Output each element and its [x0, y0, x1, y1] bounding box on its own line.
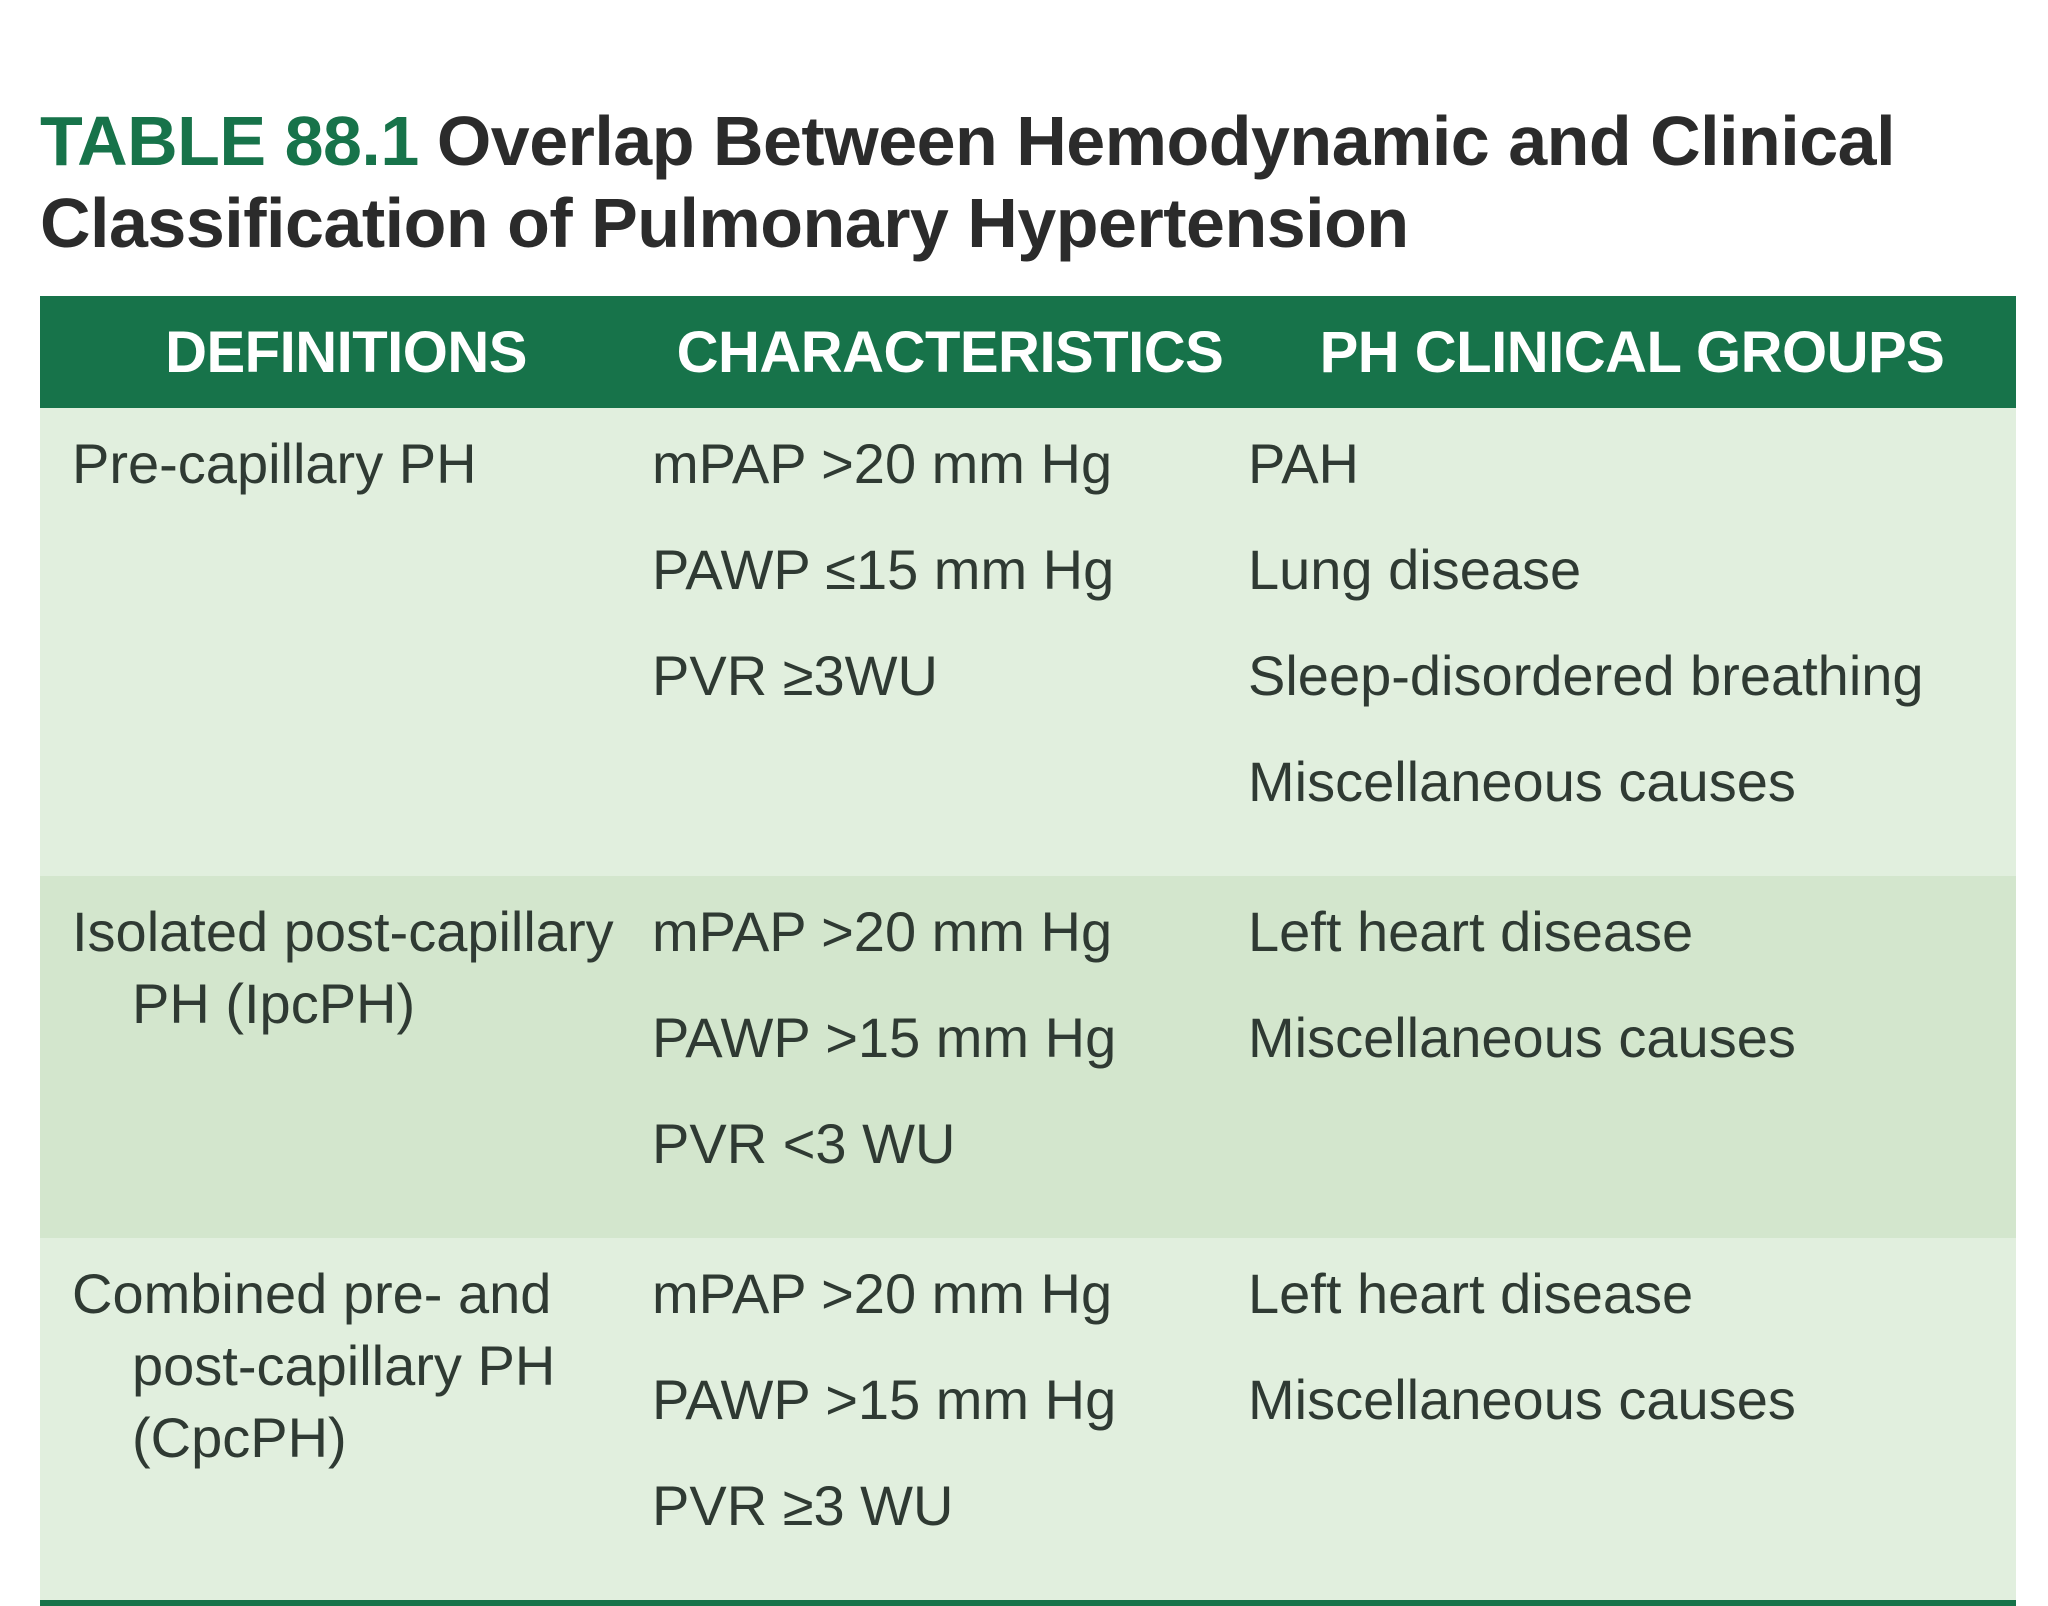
header-clinical-groups: PH CLINICAL GROUPS [1248, 296, 2016, 408]
header-characteristics: CHARACTERISTICS [652, 296, 1248, 408]
characteristic-item: PAWP >15 mm Hg [652, 1368, 1117, 1431]
characteristic-item: PVR ≥3 WU [652, 1474, 954, 1537]
table-row [40, 876, 2016, 1238]
table-number: TABLE 88.1 [40, 102, 419, 180]
clinical-group-item: Sleep-disordered breathing [1248, 644, 1924, 707]
characteristics-cell [652, 876, 1248, 1238]
clinical-groups-cell [1248, 1238, 2016, 1603]
characteristic-item: PVR <3 WU [652, 1112, 956, 1175]
definition-text: Pre-capillary PH [72, 432, 477, 495]
definition-text: Combined pre- and post-capillary PH (CpcPH) [72, 1262, 556, 1469]
clinical-group-item: Miscellaneous causes [1248, 750, 1796, 813]
clinical-group-item: Lung disease [1248, 538, 1582, 601]
table-title [40, 100, 2016, 264]
clinical-group-item: Miscellaneous causes [1248, 1368, 1796, 1431]
table-row [40, 1238, 2016, 1603]
definition-cell [40, 408, 652, 876]
table-header-row [40, 296, 2016, 408]
characteristics-cell [652, 408, 1248, 876]
clinical-group-item: Left heart disease [1248, 1262, 1694, 1325]
clinical-group-item: Miscellaneous causes [1248, 1006, 1796, 1069]
characteristic-item: PVR ≥3WU [652, 644, 938, 707]
characteristic-item: mPAP >20 mm Hg [652, 1262, 1113, 1325]
characteristic-item: mPAP >20 mm Hg [652, 900, 1113, 963]
characteristic-item: PAWP >15 mm Hg [652, 1006, 1117, 1069]
definition-cell [40, 876, 652, 1238]
table-caption-line-2: Classification of Pulmonary Hypertension [40, 184, 1409, 262]
characteristics-cell [652, 1238, 1248, 1603]
definition-cell [40, 1238, 652, 1603]
characteristic-item: PAWP ≤15 mm Hg [652, 538, 1115, 601]
clinical-group-item: PAH [1248, 432, 1359, 495]
characteristic-item: mPAP >20 mm Hg [652, 432, 1113, 495]
header-definitions: DEFINITIONS [40, 296, 652, 408]
table-row [40, 408, 2016, 876]
clinical-group-item: Left heart disease [1248, 900, 1694, 963]
document-page [40, 100, 2016, 1606]
definition-text: Isolated post-capillary PH (IpcPH) [72, 900, 614, 1035]
table-caption-line-1: Overlap Between Hemodynamic and Clinical [436, 102, 1896, 180]
clinical-groups-cell [1248, 876, 2016, 1238]
clinical-groups-cell [1248, 408, 2016, 876]
classification-table [40, 296, 2016, 1606]
